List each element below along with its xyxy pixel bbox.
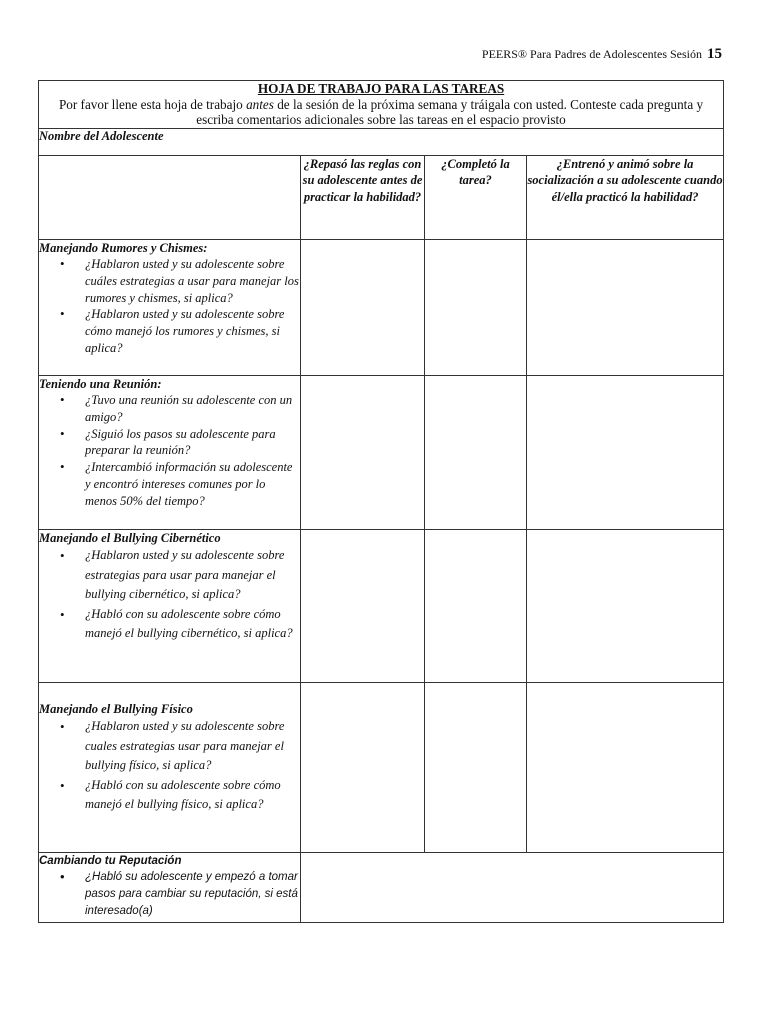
question-list <box>39 256 300 357</box>
session-number: 15 <box>707 46 722 62</box>
section-cyberbullying <box>39 529 301 682</box>
answer-cell-completed[interactable] <box>425 682 527 852</box>
question-item: • ¿Siguió los pasos su adolescente para preparar la reunión? <box>85 426 300 460</box>
question-item: • ¿Intercambió información su adolescente y encontró intereses comunes por lo menos 50% del tiempo? <box>85 459 300 509</box>
section-title: Manejando el Bullying Físico <box>39 701 193 716</box>
question-item: • ¿Hablaron usted y su adolescente sobre cuáles estrategias a usar para manejar los rumores y chismes, si aplica? <box>85 256 300 306</box>
name-row <box>39 128 724 155</box>
question-list <box>39 546 300 644</box>
homework-worksheet-table <box>38 80 724 923</box>
question-list <box>39 392 300 510</box>
column-header-row <box>39 155 724 239</box>
col-header-reviewed-rules: ¿Repasó las reglas con su adolescente antes de practicar la habilidad? <box>301 155 425 239</box>
answer-cell-completed[interactable] <box>425 375 527 529</box>
section-title: Teniendo una Reunión: <box>39 376 162 391</box>
section-row-get-together <box>39 375 724 529</box>
teen-name-label: Nombre del Adolescente <box>39 128 164 143</box>
question-list <box>39 869 300 919</box>
page-header <box>482 46 722 63</box>
question-item: • ¿Hablaron usted y su adolescente sobre cómo manejó los rumores y chismes, si aplica? <box>85 306 300 356</box>
header-text: PEERS® Para Padres de Adolescentes Sesión <box>481 47 702 61</box>
worksheet-instructions <box>39 97 723 128</box>
worksheet-title: HOJA DE TRABAJO PARA LAS TAREAS <box>257 81 505 96</box>
answer-cell-reviewed[interactable] <box>301 239 425 375</box>
answer-cell-reviewed[interactable] <box>301 682 425 852</box>
section-row-reputation <box>39 852 724 922</box>
title-cell <box>39 81 724 129</box>
question-item: • ¿Habló con su adolescente sobre cómo manejó el bullying físico, si aplica? <box>85 776 300 815</box>
teen-name-field[interactable] <box>39 128 724 155</box>
question-item: • ¿Hablaron usted y su adolescente sobre cuales estrategias usar para manejar el bullying físico, si aplica? <box>85 717 300 776</box>
col-header-coached: ¿Entrenó y animó sobre la socialización a su adolescente cuando él/ella practicó la habilidad? <box>527 155 724 239</box>
section-row-physical-bullying <box>39 682 724 852</box>
instructions-part2: de la sesión de la próxima semana y tráigala con usted. Conteste cada pregunta y escriba comentarios adicionales sobre las tareas en el espacio provisto <box>196 96 704 127</box>
instructions-part1: Por favor llene esta hoja de trabajo <box>58 96 247 112</box>
section-rumors <box>39 239 301 375</box>
header-empty-cell <box>39 155 301 239</box>
answer-cell-coached[interactable] <box>527 529 724 682</box>
instructions-italic: antes <box>246 96 274 112</box>
answer-cell-completed[interactable] <box>425 529 527 682</box>
answer-cell-completed[interactable] <box>425 239 527 375</box>
question-list <box>39 717 300 815</box>
question-item: • ¿Habló con su adolescente sobre cómo manejó el bullying cibernético, si aplica? <box>85 605 300 644</box>
section-row-cyberbullying <box>39 529 724 682</box>
question-item: • ¿Tuvo una reunión su adolescente con un amigo? <box>85 392 300 426</box>
title-row <box>39 81 724 129</box>
section-row-rumors <box>39 239 724 375</box>
answer-cell-reviewed[interactable] <box>301 375 425 529</box>
question-item: • ¿Hablaron usted y su adolescente sobre estrategias para usar para manejar el bullying cibernético, si aplica? <box>85 546 300 605</box>
section-get-together <box>39 375 301 529</box>
answer-cell-reviewed[interactable] <box>301 529 425 682</box>
section-physical-bullying <box>39 682 301 852</box>
answer-cell-reputation[interactable] <box>301 852 724 922</box>
answer-cell-coached[interactable] <box>527 375 724 529</box>
answer-cell-coached[interactable] <box>527 682 724 852</box>
section-title: Manejando el Bullying Cibernético <box>39 530 221 545</box>
answer-cell-coached[interactable] <box>527 239 724 375</box>
section-title: Cambiando tu Reputación <box>39 854 182 867</box>
section-title: Manejando Rumores y Chismes: <box>39 240 208 255</box>
col-header-completed-task: ¿Completó la tarea? <box>425 155 527 239</box>
question-item: • ¿Habló su adolescente y empezó a tomar pasos para cambiar su reputación, si está interesado(a) <box>85 869 300 919</box>
section-reputation <box>39 852 301 922</box>
